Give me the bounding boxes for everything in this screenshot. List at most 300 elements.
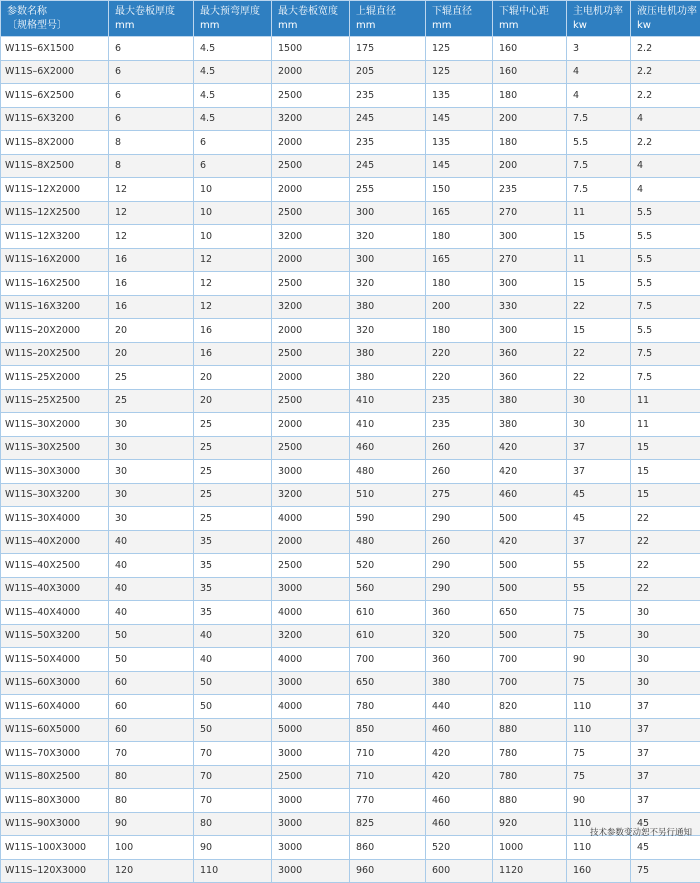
table-row <box>1 624 700 648</box>
value-cell: 440 <box>426 695 493 719</box>
value-cell: 1120 <box>493 859 567 883</box>
column-header-title: 参数名称 <box>7 5 108 19</box>
value-cell: 60 <box>109 671 194 695</box>
value-cell: 3000 <box>272 789 350 813</box>
value-cell: 160 <box>567 859 631 883</box>
value-cell: 2000 <box>272 413 350 437</box>
value-cell: 20 <box>109 342 194 366</box>
column-header-title: 最大卷板厚度 <box>115 5 193 19</box>
value-cell: 175 <box>350 37 426 61</box>
value-cell: 260 <box>426 460 493 484</box>
disclaimer-note: 技术参数变动恕不另行通知 <box>590 826 692 838</box>
value-cell: 3200 <box>272 483 350 507</box>
value-cell: 110 <box>567 812 631 836</box>
value-cell: 500 <box>493 554 567 578</box>
model-cell: W11S–70X3000 <box>1 742 109 766</box>
table-row <box>1 225 700 249</box>
model-cell: W11S–30X3200 <box>1 483 109 507</box>
value-cell: 4 <box>567 84 631 108</box>
value-cell: 520 <box>350 554 426 578</box>
value-cell: 460 <box>426 718 493 742</box>
value-cell: 22 <box>567 342 631 366</box>
value-cell: 320 <box>350 272 426 296</box>
value-cell: 710 <box>350 742 426 766</box>
value-cell: 5.5 <box>631 272 700 296</box>
value-cell: 22 <box>567 295 631 319</box>
value-cell: 4000 <box>272 695 350 719</box>
value-cell: 300 <box>493 272 567 296</box>
value-cell: 7.5 <box>631 366 700 390</box>
model-cell: W11S–12X3200 <box>1 225 109 249</box>
column-header-unit: kw <box>573 19 630 33</box>
value-cell: 55 <box>567 554 631 578</box>
column-header-unit: mm <box>200 19 271 33</box>
column-header-title: 下辊中心距 <box>499 5 566 19</box>
table-row <box>1 60 700 84</box>
value-cell: 25 <box>194 483 272 507</box>
column-header-title: 主电机功率 <box>573 5 630 19</box>
value-cell: 30 <box>631 671 700 695</box>
column-header <box>272 1 350 37</box>
value-cell: 380 <box>493 413 567 437</box>
model-cell: W11S–80X2500 <box>1 765 109 789</box>
value-cell: 12 <box>109 201 194 225</box>
value-cell: 125 <box>426 60 493 84</box>
model-cell: W11S–30X4000 <box>1 507 109 531</box>
value-cell: 70 <box>194 765 272 789</box>
value-cell: 120 <box>109 859 194 883</box>
value-cell: 200 <box>493 107 567 131</box>
value-cell: 75 <box>567 601 631 625</box>
value-cell: 960 <box>350 859 426 883</box>
value-cell: 780 <box>350 695 426 719</box>
value-cell: 45 <box>631 812 700 836</box>
value-cell: 90 <box>109 812 194 836</box>
value-cell: 300 <box>350 248 426 272</box>
value-cell: 4000 <box>272 648 350 672</box>
table-row <box>1 671 700 695</box>
table-row <box>1 601 700 625</box>
value-cell: 22 <box>631 507 700 531</box>
value-cell: 290 <box>426 577 493 601</box>
value-cell: 245 <box>350 107 426 131</box>
value-cell: 80 <box>109 789 194 813</box>
value-cell: 8 <box>109 131 194 155</box>
value-cell: 75 <box>567 671 631 695</box>
value-cell: 3000 <box>272 460 350 484</box>
table-row <box>1 389 700 413</box>
value-cell: 37 <box>567 460 631 484</box>
value-cell: 2.2 <box>631 131 700 155</box>
value-cell: 610 <box>350 624 426 648</box>
model-cell: W11S–60X4000 <box>1 695 109 719</box>
value-cell: 2500 <box>272 389 350 413</box>
value-cell: 25 <box>194 460 272 484</box>
model-cell: W11S–20X2000 <box>1 319 109 343</box>
value-cell: 135 <box>426 84 493 108</box>
model-cell: W11S–16X2000 <box>1 248 109 272</box>
model-cell: W11S–50X4000 <box>1 648 109 672</box>
value-cell: 11 <box>631 389 700 413</box>
value-cell: 2500 <box>272 554 350 578</box>
value-cell: 2000 <box>272 366 350 390</box>
value-cell: 37 <box>631 742 700 766</box>
table-row <box>1 460 700 484</box>
value-cell: 16 <box>109 295 194 319</box>
value-cell: 780 <box>493 742 567 766</box>
value-cell: 300 <box>493 319 567 343</box>
value-cell: 480 <box>350 460 426 484</box>
value-cell: 360 <box>426 648 493 672</box>
model-cell: W11S–40X2000 <box>1 530 109 554</box>
column-header-unit: mm <box>499 19 566 33</box>
value-cell: 300 <box>493 225 567 249</box>
model-cell: W11S–20X2500 <box>1 342 109 366</box>
model-cell: W11S–8X2500 <box>1 154 109 178</box>
value-cell: 2.2 <box>631 37 700 61</box>
value-cell: 420 <box>493 436 567 460</box>
model-cell: W11S–90X3000 <box>1 812 109 836</box>
model-cell: W11S–6X1500 <box>1 37 109 61</box>
value-cell: 75 <box>567 742 631 766</box>
value-cell: 380 <box>493 389 567 413</box>
value-cell: 160 <box>493 60 567 84</box>
value-cell: 260 <box>426 436 493 460</box>
value-cell: 2500 <box>272 765 350 789</box>
value-cell: 135 <box>426 131 493 155</box>
value-cell: 50 <box>109 648 194 672</box>
value-cell: 2000 <box>272 178 350 202</box>
column-header-unit: mm <box>432 19 492 33</box>
table-row <box>1 507 700 531</box>
column-header-title: 液压电机功率 <box>637 5 700 19</box>
value-cell: 10 <box>194 225 272 249</box>
value-cell: 10 <box>194 178 272 202</box>
value-cell: 235 <box>350 84 426 108</box>
spec-table-header <box>1 1 700 37</box>
value-cell: 15 <box>631 436 700 460</box>
column-header-unit: kw <box>637 19 700 33</box>
value-cell: 25 <box>109 389 194 413</box>
table-row <box>1 436 700 460</box>
value-cell: 80 <box>194 812 272 836</box>
table-row <box>1 248 700 272</box>
value-cell: 3 <box>567 37 631 61</box>
value-cell: 55 <box>567 577 631 601</box>
value-cell: 5.5 <box>631 248 700 272</box>
header-row <box>1 1 700 37</box>
value-cell: 180 <box>426 319 493 343</box>
value-cell: 30 <box>109 483 194 507</box>
value-cell: 15 <box>631 460 700 484</box>
value-cell: 25 <box>194 413 272 437</box>
value-cell: 22 <box>631 530 700 554</box>
value-cell: 6 <box>109 84 194 108</box>
value-cell: 12 <box>109 178 194 202</box>
value-cell: 5.5 <box>631 201 700 225</box>
model-cell: W11S–25X2000 <box>1 366 109 390</box>
value-cell: 770 <box>350 789 426 813</box>
column-header-unit: mm <box>278 19 349 33</box>
value-cell: 90 <box>194 836 272 860</box>
value-cell: 3000 <box>272 859 350 883</box>
model-cell: W11S–120X3000 <box>1 859 109 883</box>
value-cell: 37 <box>567 530 631 554</box>
value-cell: 35 <box>194 554 272 578</box>
value-cell: 5.5 <box>631 319 700 343</box>
value-cell: 30 <box>109 413 194 437</box>
value-cell: 30 <box>631 624 700 648</box>
value-cell: 5000 <box>272 718 350 742</box>
value-cell: 30 <box>631 601 700 625</box>
value-cell: 2000 <box>272 60 350 84</box>
table-row <box>1 366 700 390</box>
value-cell: 180 <box>493 84 567 108</box>
value-cell: 50 <box>109 624 194 648</box>
value-cell: 16 <box>194 342 272 366</box>
value-cell: 8 <box>109 154 194 178</box>
model-cell: W11S–25X2500 <box>1 389 109 413</box>
value-cell: 150 <box>426 178 493 202</box>
value-cell: 12 <box>194 272 272 296</box>
value-cell: 590 <box>350 507 426 531</box>
model-cell: W11S–8X2000 <box>1 131 109 155</box>
value-cell: 6 <box>194 154 272 178</box>
value-cell: 4 <box>631 154 700 178</box>
value-cell: 460 <box>493 483 567 507</box>
table-row <box>1 107 700 131</box>
value-cell: 410 <box>350 413 426 437</box>
value-cell: 460 <box>426 789 493 813</box>
table-row <box>1 483 700 507</box>
value-cell: 180 <box>493 131 567 155</box>
value-cell: 75 <box>567 765 631 789</box>
value-cell: 420 <box>426 742 493 766</box>
table-row <box>1 530 700 554</box>
value-cell: 320 <box>350 225 426 249</box>
table-row <box>1 272 700 296</box>
value-cell: 165 <box>426 201 493 225</box>
value-cell: 40 <box>194 624 272 648</box>
value-cell: 75 <box>631 859 700 883</box>
model-cell: W11S–40X2500 <box>1 554 109 578</box>
value-cell: 4.5 <box>194 84 272 108</box>
value-cell: 50 <box>194 695 272 719</box>
column-header-title: 上辊直径 <box>356 5 425 19</box>
value-cell: 30 <box>109 460 194 484</box>
value-cell: 820 <box>493 695 567 719</box>
value-cell: 3000 <box>272 671 350 695</box>
value-cell: 110 <box>567 836 631 860</box>
value-cell: 6 <box>194 131 272 155</box>
value-cell: 4000 <box>272 601 350 625</box>
value-cell: 290 <box>426 554 493 578</box>
value-cell: 180 <box>426 225 493 249</box>
value-cell: 3200 <box>272 107 350 131</box>
value-cell: 825 <box>350 812 426 836</box>
value-cell: 100 <box>109 836 194 860</box>
column-header <box>426 1 493 37</box>
value-cell: 37 <box>567 436 631 460</box>
value-cell: 5.5 <box>631 225 700 249</box>
value-cell: 90 <box>567 789 631 813</box>
value-cell: 380 <box>350 295 426 319</box>
value-cell: 3000 <box>272 836 350 860</box>
table-row <box>1 413 700 437</box>
value-cell: 4.5 <box>194 37 272 61</box>
value-cell: 80 <box>109 765 194 789</box>
value-cell: 165 <box>426 248 493 272</box>
value-cell: 20 <box>109 319 194 343</box>
value-cell: 320 <box>350 319 426 343</box>
value-cell: 420 <box>493 530 567 554</box>
value-cell: 6 <box>109 37 194 61</box>
value-cell: 700 <box>350 648 426 672</box>
value-cell: 500 <box>493 624 567 648</box>
spec-table-body <box>1 37 700 883</box>
value-cell: 16 <box>109 272 194 296</box>
value-cell: 710 <box>350 765 426 789</box>
column-header <box>109 1 194 37</box>
value-cell: 200 <box>426 295 493 319</box>
table-row <box>1 789 700 813</box>
value-cell: 30 <box>567 413 631 437</box>
value-cell: 110 <box>194 859 272 883</box>
column-header <box>631 1 700 37</box>
value-cell: 70 <box>194 789 272 813</box>
model-cell: W11S–6X2000 <box>1 60 109 84</box>
value-cell: 880 <box>493 789 567 813</box>
value-cell: 10 <box>194 201 272 225</box>
value-cell: 4 <box>567 60 631 84</box>
value-cell: 35 <box>194 530 272 554</box>
value-cell: 650 <box>350 671 426 695</box>
model-cell: W11S–12X2000 <box>1 178 109 202</box>
value-cell: 37 <box>631 695 700 719</box>
table-row <box>1 131 700 155</box>
value-cell: 40 <box>194 648 272 672</box>
value-cell: 4.5 <box>194 60 272 84</box>
value-cell: 200 <box>493 154 567 178</box>
value-cell: 4 <box>631 107 700 131</box>
table-row <box>1 178 700 202</box>
value-cell: 11 <box>631 413 700 437</box>
column-header-title: 下辊直径 <box>432 5 492 19</box>
table-row <box>1 765 700 789</box>
value-cell: 15 <box>567 319 631 343</box>
value-cell: 2000 <box>272 131 350 155</box>
value-cell: 255 <box>350 178 426 202</box>
table-row <box>1 84 700 108</box>
value-cell: 2.2 <box>631 84 700 108</box>
value-cell: 37 <box>631 765 700 789</box>
value-cell: 3000 <box>272 577 350 601</box>
value-cell: 205 <box>350 60 426 84</box>
value-cell: 4 <box>631 178 700 202</box>
value-cell: 60 <box>109 695 194 719</box>
value-cell: 520 <box>426 836 493 860</box>
value-cell: 40 <box>109 554 194 578</box>
value-cell: 860 <box>350 836 426 860</box>
value-cell: 180 <box>426 272 493 296</box>
model-cell: W11S–80X3000 <box>1 789 109 813</box>
value-cell: 40 <box>109 577 194 601</box>
value-cell: 6 <box>109 60 194 84</box>
value-cell: 160 <box>493 37 567 61</box>
value-cell: 270 <box>493 201 567 225</box>
value-cell: 22 <box>631 577 700 601</box>
value-cell: 220 <box>426 366 493 390</box>
value-cell: 2500 <box>272 154 350 178</box>
table-row <box>1 554 700 578</box>
value-cell: 2500 <box>272 342 350 366</box>
column-header <box>350 1 426 37</box>
value-cell: 5.5 <box>567 131 631 155</box>
column-header-title: 最大卷板宽度 <box>278 5 349 19</box>
value-cell: 235 <box>493 178 567 202</box>
value-cell: 7.5 <box>567 107 631 131</box>
table-row <box>1 836 700 860</box>
value-cell: 3200 <box>272 624 350 648</box>
value-cell: 2000 <box>272 530 350 554</box>
value-cell: 25 <box>194 507 272 531</box>
value-cell: 2500 <box>272 84 350 108</box>
value-cell: 145 <box>426 107 493 131</box>
value-cell: 16 <box>109 248 194 272</box>
value-cell: 110 <box>567 718 631 742</box>
value-cell: 30 <box>109 507 194 531</box>
value-cell: 22 <box>631 554 700 578</box>
value-cell: 25 <box>194 436 272 460</box>
value-cell: 700 <box>493 671 567 695</box>
table-row <box>1 577 700 601</box>
model-cell: W11S–12X2500 <box>1 201 109 225</box>
value-cell: 20 <box>194 389 272 413</box>
value-cell: 70 <box>194 742 272 766</box>
value-cell: 260 <box>426 530 493 554</box>
model-cell: W11S–6X3200 <box>1 107 109 131</box>
table-row <box>1 859 700 883</box>
value-cell: 4.5 <box>194 107 272 131</box>
value-cell: 700 <box>493 648 567 672</box>
value-cell: 220 <box>426 342 493 366</box>
model-cell: W11S–40X3000 <box>1 577 109 601</box>
value-cell: 780 <box>493 765 567 789</box>
model-cell: W11S–16X2500 <box>1 272 109 296</box>
value-cell: 145 <box>426 154 493 178</box>
value-cell: 35 <box>194 577 272 601</box>
model-cell: W11S–30X2000 <box>1 413 109 437</box>
value-cell: 610 <box>350 601 426 625</box>
value-cell: 40 <box>109 530 194 554</box>
value-cell: 15 <box>567 272 631 296</box>
model-cell: W11S–30X2500 <box>1 436 109 460</box>
value-cell: 37 <box>631 718 700 742</box>
value-cell: 7.5 <box>631 342 700 366</box>
table-row <box>1 201 700 225</box>
value-cell: 30 <box>109 436 194 460</box>
model-cell: W11S–6X2500 <box>1 84 109 108</box>
column-header-title: 最大预弯厚度 <box>200 5 271 19</box>
value-cell: 500 <box>493 507 567 531</box>
value-cell: 460 <box>350 436 426 460</box>
value-cell: 90 <box>567 648 631 672</box>
value-cell: 460 <box>426 812 493 836</box>
value-cell: 6 <box>109 107 194 131</box>
value-cell: 2000 <box>272 248 350 272</box>
value-cell: 2500 <box>272 272 350 296</box>
value-cell: 275 <box>426 483 493 507</box>
